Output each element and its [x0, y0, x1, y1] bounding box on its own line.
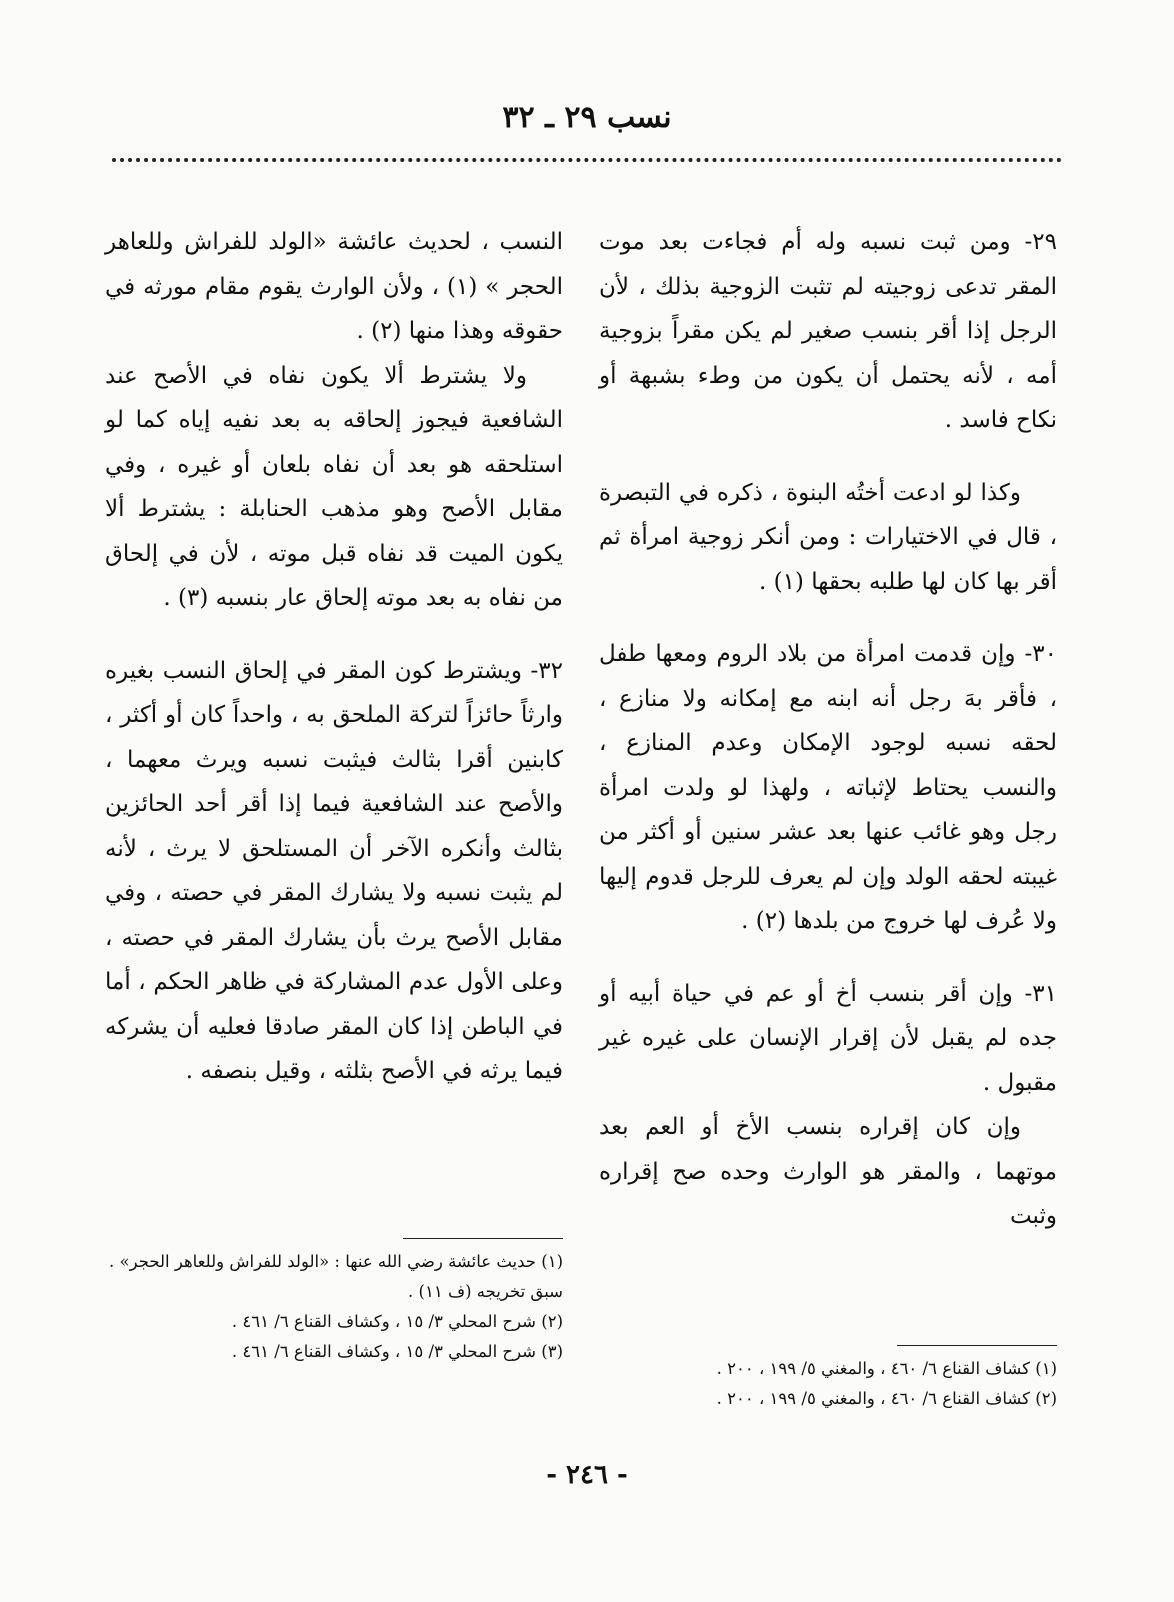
footnote-item: (٢) شرح المحلي ٣/ ١٥ ، وكشاف القناع ٦/ ٤٦١ . [231, 1312, 563, 1331]
footnote-item: (١) كشاف القناع ٦/ ٤٦٠ ، والمغني ٥/ ١٩٩ ، ٢٠٠ . [716, 1359, 1057, 1378]
left-column [105, 220, 563, 1094]
footnote-item: سبق تخريجه (ف ١١) . [408, 1282, 563, 1301]
footnote-item: (٣) شرح المحلي ٣/ ١٥ ، وكشاف القناع ٦/ ٤٦١ . [231, 1342, 563, 1361]
paragraph-32: ٣٢- ويشترط كون المقر في إلحاق النسب بغيره وارثاً حائزاً لتركة الملحق به ، واحداً كان أو أكثر ، كابنين أقرا بثالث فيثبت نسبه ويرث معهما ، والأصح عند الشافعية فيما إذا أقر أحد الحائزين بثالث وأنكره الآخر أن المستلحق لا يرث ، لأنه لم يثبت نسبه ولا يشارك المقر في حصته ، وفي مقابل الأصح يرث بأن يشارك المقر في حصته ، وعلى الأول عدم المشاركة في ظاهر الحكم ، أما في الباطن إذا كان المقر صادقا فعليه أن يشركه فيما يرثه في الأصح بثلثه ، وقيل بنصفه . [105, 657, 563, 1084]
footnote-rule [897, 1345, 1057, 1346]
footnote-item: (٢) كشاف القناع ٦/ ٤٦٠ ، والمغني ٥/ ١٩٩ ، ٢٠٠ . [716, 1389, 1057, 1408]
paragraph-31-continued: وإن كان إقراره بنسب الأخ أو العم بعد موتهما ، والمقر هو الوارث وحده صح إقراره وثبت [599, 1114, 1057, 1229]
paragraph-29-continued: وكذا لو ادعت أختُه البنوة ، ذكره في التبصرة ، قال في الاختيارات : ومن أنكر زوجية امرأة ثم أقر بها كان لها طلبه بحقها (١) . [599, 479, 1057, 595]
paragraph-30: ٣٠- وإن قدمت امرأة من بلاد الروم ومعها طفل ، فأقر بهَ رجل أنه ابنه مع إمكانه ولا منازع ، لحقه نسبه لوجود الإمكان وعدم المنازع ، والنسب يحتاط لإثباته ، ولهذا لو ولدت امرأة رجل وهو غائب عنها بعد عشر سنين أو أكثر من غيبته لحقه الولد وإن لم يعرف للرجل قدوم إليها ولا عُرف لها خروج من بلدها (٢) . [599, 641, 1057, 934]
header-divider [112, 158, 1062, 162]
right-column [599, 220, 1057, 1239]
page-header: نسب ٢٩ ـ ٣٢ [502, 100, 672, 135]
paragraph-29: ٢٩- ومن ثبت نسبه وله أم فجاءت بعد موت المقر تدعى زوجيته لم تثبت الزوجية بذلك ، لأن الرجل إذا أقر بنسب صغير لم يكن مقراً بزوجية أمه ، لأنه يحتمل أن يكون من وطء بشبهة أو نكاح فاسد . [599, 229, 1057, 433]
page-number: - ٢٤٦ - [546, 1460, 628, 1490]
footnotes-left [105, 1238, 563, 1367]
footnote-rule [403, 1238, 563, 1239]
paragraph-31: ٣١- وإن أقر بنسب أخ أو عم في حياة أبيه أو جده لم يقبل لأن إقرار الإنسان على غيره غير مقبول . [599, 980, 1057, 1096]
footnote-item: (١) حديث عائشة رضي الله عنها : «الولد للفراش وللعاهر الحجر» . [109, 1252, 563, 1271]
paragraph-31-end: النسب ، لحديث عائشة «الولد للفراش وللعاهر الحجر » (١) ، ولأن الوارث يقوم مقام مورثه في حقوقه وهذا منها (٢) . [105, 229, 563, 344]
paragraph-nafy: ولا يشترط ألا يكون نفاه في الأصح عند الشافعية فيجوز إلحاقه به بعد نفيه إياه كما لو استلحقه هو بعد أن نفاه بلعان أو غيره ، وفي مقابل الأصح وهو مذهب الحنابلة : يشترط ألا يكون الميت قد نفاه قبل موته ، لأن في إلحاق من نفاه به بعد موته إلحاق عار بنسبه (٣) . [105, 362, 563, 611]
footnotes-right [599, 1345, 1057, 1414]
